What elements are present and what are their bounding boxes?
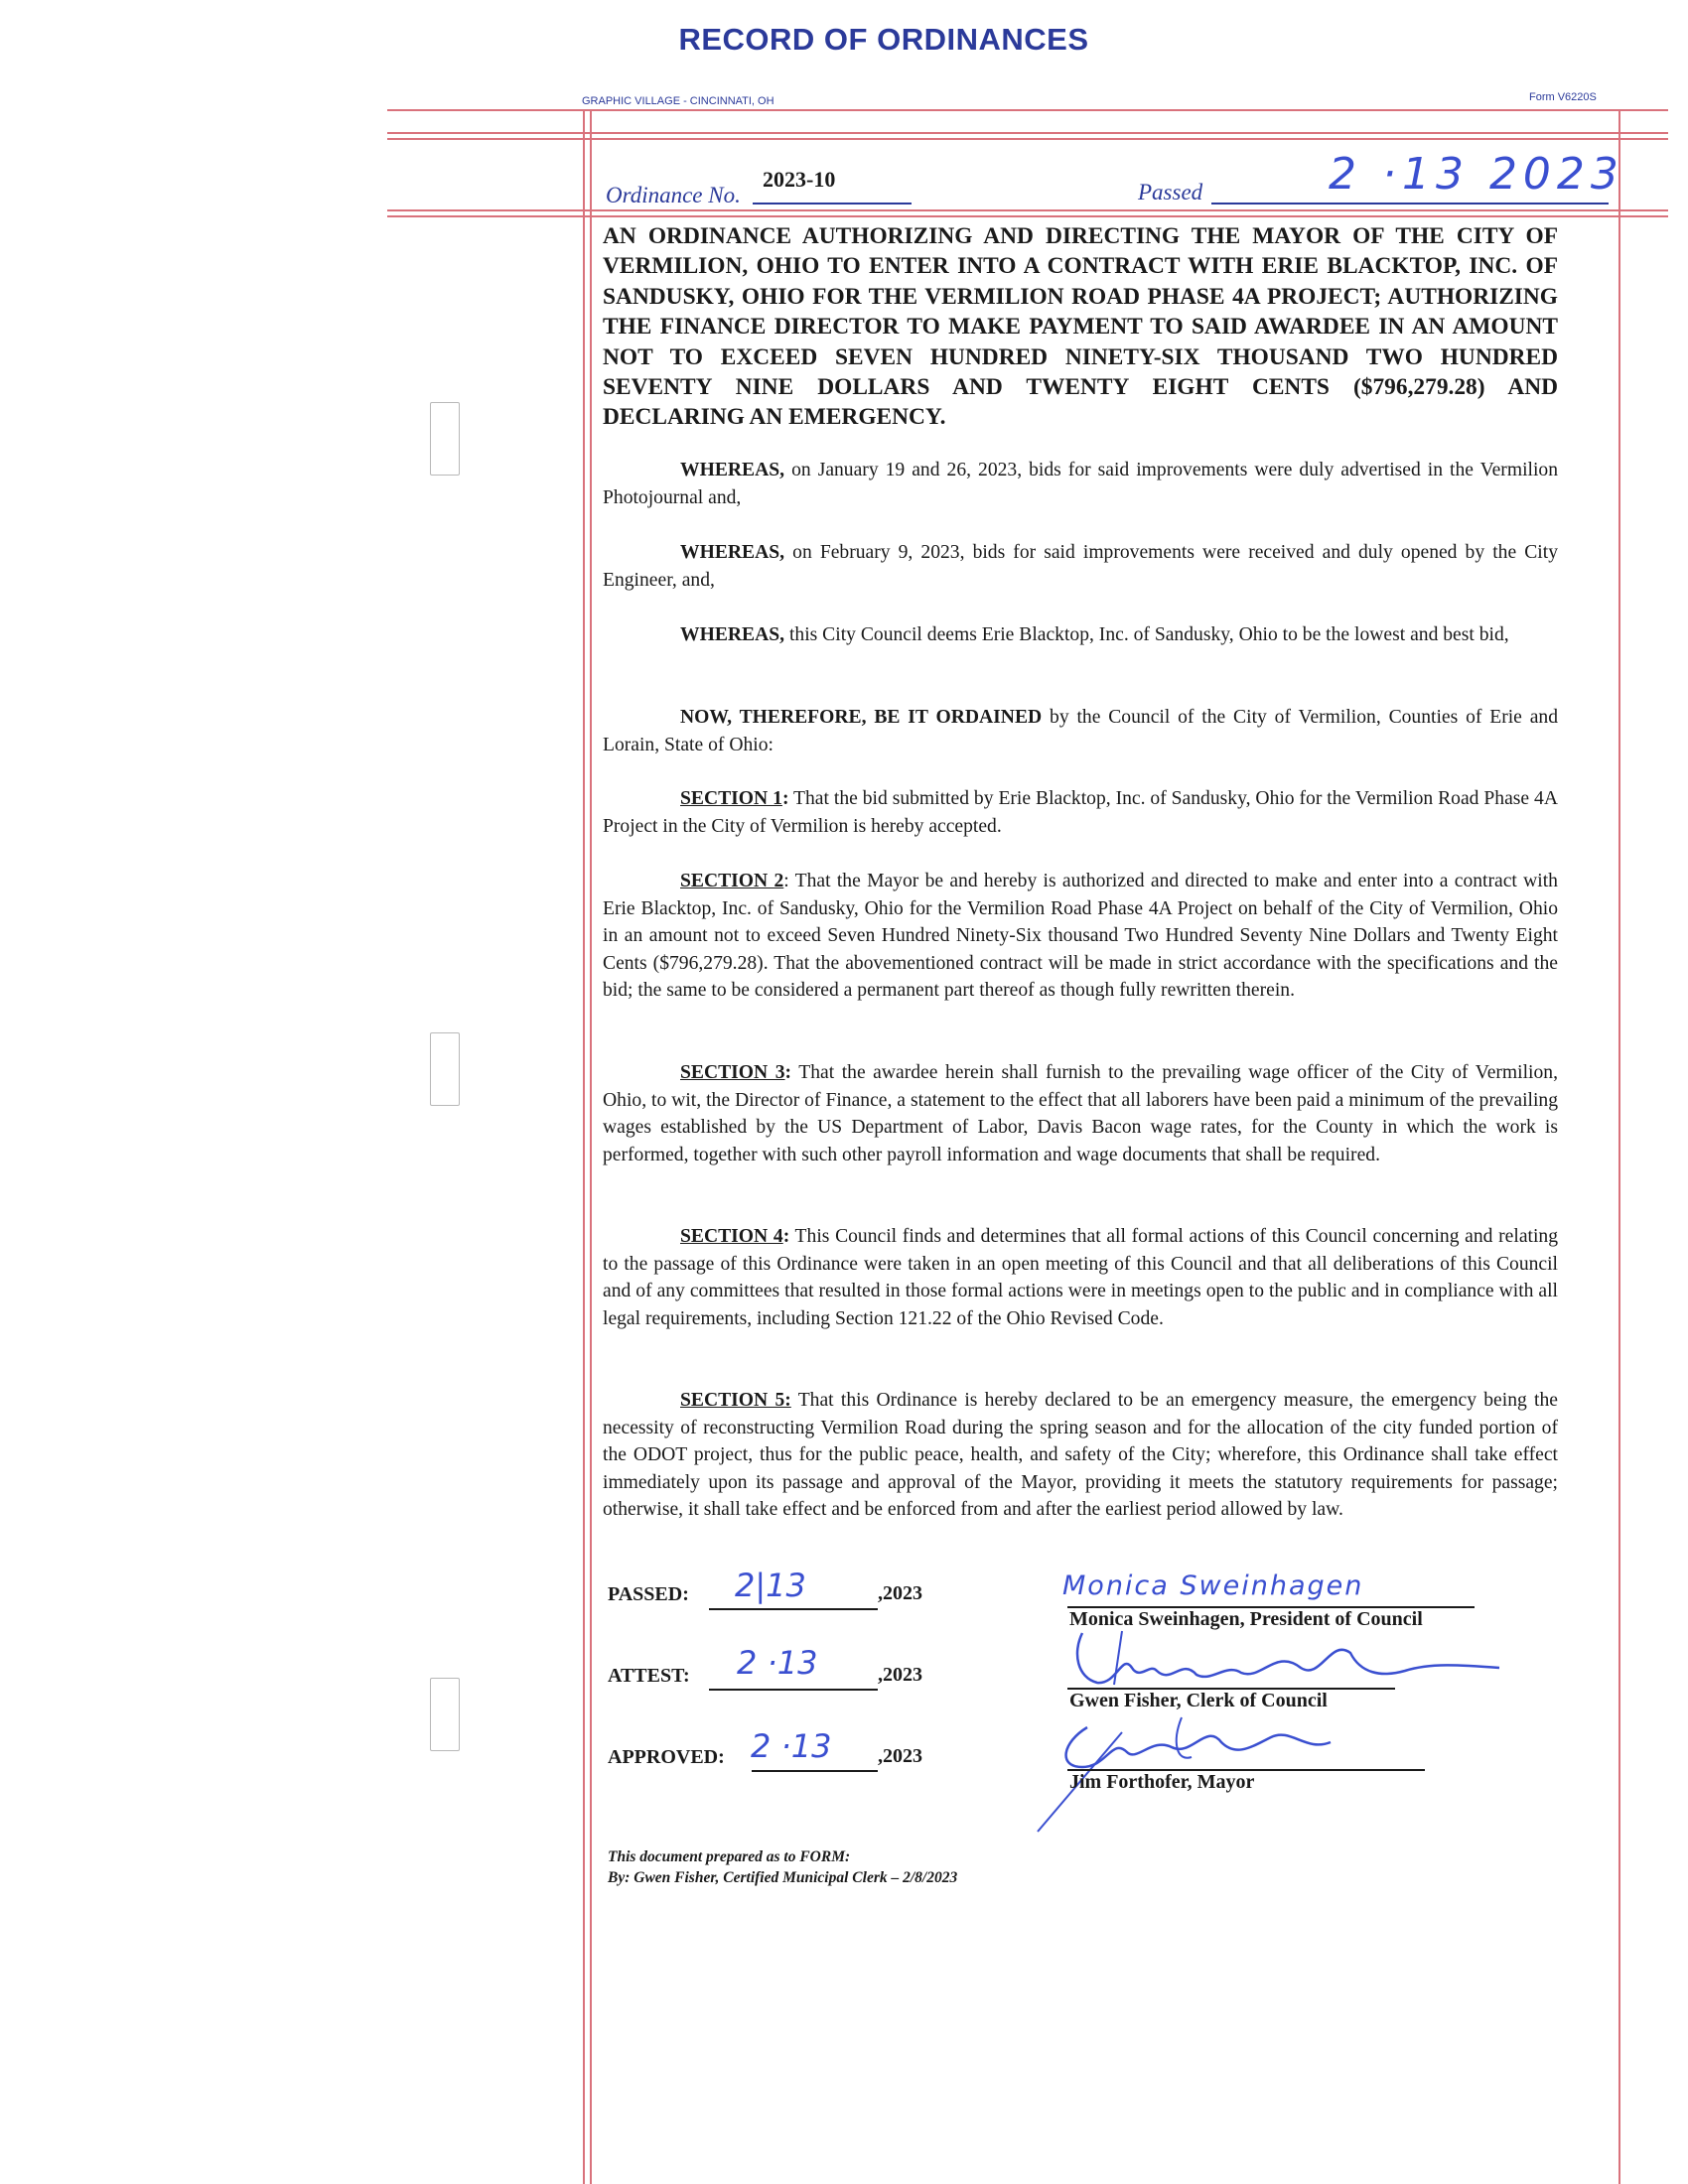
passed-signoff-line — [709, 1608, 878, 1610]
binder-hole-top — [430, 402, 460, 476]
prepared-line-2: By: Gwen Fisher, Certified Municipal Clerk – 2/8/2023 — [608, 1869, 958, 1886]
passed-line — [1211, 203, 1609, 205]
president-signature: Monica Sweinhagen — [1062, 1570, 1364, 1601]
right-margin-rule — [1618, 109, 1620, 2184]
whereas-paragraph-2 — [603, 539, 1558, 594]
attest-date: 2 ·13 — [737, 1644, 818, 1682]
approved-date: 2 ·13 — [751, 1727, 832, 1765]
attest-line — [709, 1689, 878, 1691]
section-text: That this Ordinance is hereby declared to be an emergency measure, the emergency being the necessity of reconstructing Vermilion Road during the spring season and for the allocation of the city funded portion of the ODOT project, thus for the public peace, health, and safety of the City; wherefore, this Ordinance shall take effect immediately upon its passage and approval of the Mayor, providing it meets the statutory requirements for passage; otherwise, it shall take effect and be enforced from and after the earliest period allowed by law. — [603, 1390, 1558, 1520]
publisher-label: GRAPHIC VILLAGE - CINCINNATI, OH — [582, 95, 774, 107]
binder-hole-bottom — [430, 1678, 460, 1751]
paragraph-text: this City Council deems Erie Blacktop, Inc. of Sandusky, Ohio to be the lowest and best bid, — [784, 624, 1509, 645]
binder-hole-middle — [430, 1032, 460, 1106]
approved-label: APPROVED: — [608, 1746, 725, 1768]
header-rule-double-2 — [387, 138, 1668, 140]
president-name: Monica Sweinhagen, President of Council — [1069, 1608, 1423, 1630]
passed-label: Passed — [1138, 180, 1203, 205]
section-text: That the Mayor be and hereby is authorized and directed to make and enter into a contract with Erie Blacktop, Inc. of Sandusky, Ohio for the Vermilion Road Phase 4A Project on behalf of the City of Vermilion, Ohio in an amount not to exceed Seven Hundred Ninety-Six thousand Two Hundred Seventy Nine Dollars and Twenty Eight Cents ($796,279.28). That the abovementioned contract will be made in strict accordance with the specifications and the bid; the same to be considered a permanent part thereof as though fully rewritten therein. — [603, 871, 1558, 1001]
paragraph-text: on January 19 and 26, 2023, bids for said improvements were duly advertised in the Vermilion Photojournal and, — [603, 460, 1558, 508]
ordinance-number: 2023-10 — [763, 167, 836, 192]
paragraph-text: on February 9, 2023, bids for said improvements were received and duly opened by the City Engineer, and, — [603, 542, 1558, 591]
section-separator: : — [784, 1062, 792, 1083]
section-separator: : — [781, 788, 789, 809]
form-number: Form V6220S — [1529, 91, 1597, 103]
title-rule-1 — [387, 209, 1668, 211]
title-rule-2 — [387, 215, 1668, 217]
passed-signoff-date: 2|13 — [735, 1567, 806, 1604]
mayor-name: Jim Forthofer, Mayor — [1069, 1771, 1255, 1793]
attest-label: ATTEST: — [608, 1665, 690, 1687]
section-text: That the bid submitted by Erie Blacktop, Inc. of Sandusky, Ohio for the Vermilion Road Phase 4A Project in the City of Vermilion is hereby accepted. — [603, 788, 1558, 837]
section-separator: : — [782, 1226, 790, 1247]
passed-signoff-year: ,2023 — [878, 1582, 922, 1604]
paragraph-lead: WHEREAS, — [680, 460, 785, 480]
passed-signoff-label: PASSED: — [608, 1583, 689, 1605]
prepared-line-1: This document prepared as to FORM: — [608, 1848, 851, 1865]
paragraph-lead: NOW, THEREFORE, BE IT ORDAINED — [680, 707, 1043, 728]
section-text: This Council finds and determines that all formal actions of this Council concerning and relating to the passage of this Ordinance were taken in an open meeting of this Council and that all deliberations of this Council and of any committees that resulted in those formal actions were in meetings open to the public and in compliance with all legal requirements, including Section 121.22 of the Ohio Revised Code. — [603, 1226, 1558, 1329]
section-label: SECTION 4 — [680, 1226, 783, 1247]
paragraph-lead: WHEREAS, — [680, 542, 785, 563]
passed-date-handwritten: 2 ·13 2023 — [1329, 149, 1624, 200]
section-3 — [603, 1059, 1558, 1168]
prepared-by-note — [608, 1846, 957, 1888]
page-title: RECORD OF ORDINANCES — [678, 22, 1089, 57]
section-1 — [603, 785, 1558, 840]
paragraph-lead: WHEREAS, — [680, 624, 785, 645]
section-4 — [603, 1223, 1558, 1332]
section-2 — [603, 868, 1558, 1005]
section-label: SECTION 3 — [680, 1062, 785, 1083]
paragraph-text: by the Council of the City of Vermilion, Counties of Erie and Lorain, State of Ohio: — [603, 707, 1558, 755]
header-rule-double-1 — [387, 132, 1668, 134]
approved-line — [752, 1770, 878, 1772]
section-text: That the awardee herein shall furnish to the prevailing wage officer of the City of Vermilion, Ohio, to wit, the Director of Finance, a statement to the effect that all laborers have been paid a minimum of the prevailing wages established by the US Department of Labor, Davis Bacon wage rates, for the County in which the work is performed, together with such other payroll information and wage documents that shall be required. — [603, 1062, 1558, 1165]
clerk-name: Gwen Fisher, Clerk of Council — [1069, 1690, 1328, 1711]
attest-year: ,2023 — [878, 1664, 922, 1686]
clerk-signature — [1062, 1623, 1509, 1693]
ordained-paragraph — [603, 704, 1558, 758]
ordinance-heading: AN ORDINANCE AUTHORIZING AND DIRECTING THE MAYOR OF THE CITY OF VERMILION, OHIO TO ENTER INTO A CONTRACT WITH ERIE BLACKTOP, INC. OF SANDUSKY, OHIO FOR THE VERMILION ROAD PHASE 4A PROJECT; AUTHORIZING THE FINANCE DIRECTOR TO MAKE PAYMENT TO SAID AWARDEE IN AN AMOUNT NOT TO EXCEED SEVEN HUNDRED NINETY-SIX THOUSAND TWO HUNDRED SEVENTY NINE DOLLARS AND TWENTY EIGHT CENTS ($796,279.28) AND DECLARING AN EMERGENCY. — [603, 223, 1558, 431]
left-margin-rule-1 — [583, 109, 585, 2184]
section-separator: : — [783, 871, 789, 891]
whereas-paragraph-3 — [603, 621, 1558, 649]
whereas-paragraph-1 — [603, 457, 1558, 511]
section-label: SECTION 1 — [680, 788, 782, 809]
ordinance-number-label: Ordinance No. — [606, 183, 741, 207]
approved-year: ,2023 — [878, 1745, 922, 1767]
header-rule — [387, 109, 1668, 111]
ordinance-number-line — [753, 203, 912, 205]
section-label: SECTION 5: — [680, 1390, 791, 1411]
section-5 — [603, 1387, 1558, 1524]
section-label: SECTION 2 — [680, 871, 784, 891]
left-margin-rule-2 — [590, 109, 592, 2184]
